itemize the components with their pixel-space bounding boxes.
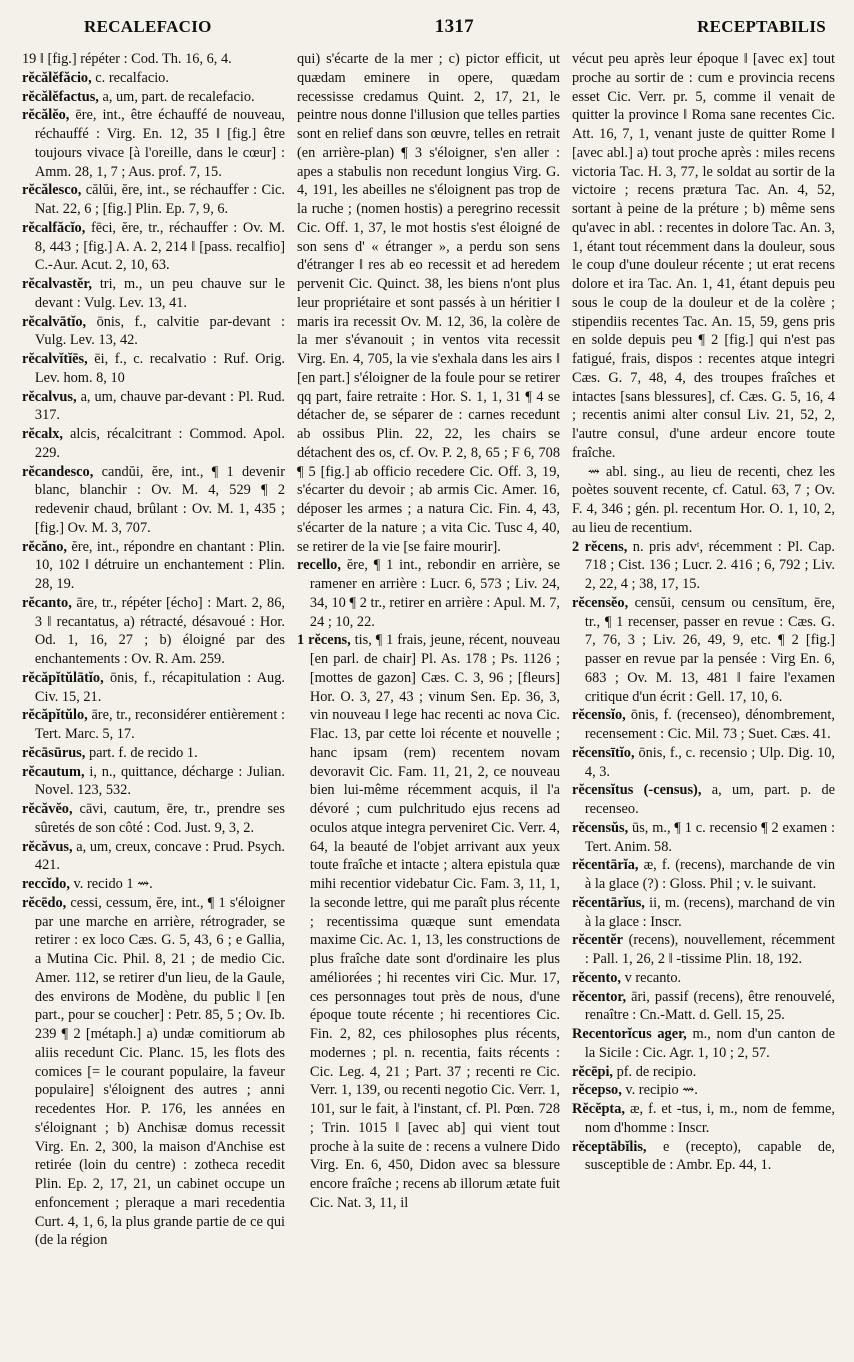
entry-headword: rĕcălĕfăcio, — [22, 69, 92, 86]
entry-definition: ōnis, f., calvitie par-devant : Vulg. Lev. 13, 42. — [34, 313, 285, 349]
entry-definition: æ, f. (recens), marchande de vin à la glace (?) : Gloss. Phil ; v. le suivant. — [584, 857, 835, 892]
entry-headword: rĕcalx, — [22, 426, 64, 442]
entry-definition: vécut peu après leur époque ‖ [avec ex] tout proche au sortir de : cum e provincia recens esset Cic. Verr. pr. 5, comme il venait de quitter la province ‖ Roma sane recentes Cic. Att. 16, 7, 1, venant juste de quitter Rome ‖ [avec abl.] a) tout proche après : miles recens victoria Tac. H. 3, 77, le soldat au sortir de la victoire ; recens prætura Tac. An. 4, 52, sortant à peine de la préture ; b) même sens qu'avec in abl. : recentes in dolore Tac. An. 3, 1, étant tout récemment dans la douleur, sous le coup d'une douleur récente ; ut erat recens dolore et ira Tac. An. 1, 41, étant depuis peu sous le coup de la douleur et de la colère ; stipendiis recentes Tac. An. 15, 59, gens pris en solde depuis peu ¶ 2 [fig.] qui n'est pas fatigué, frais, dispos : recentes atque integri Cæs. G. 7, 48, 4, des troupes fraîches et intactes [sans blessures], cf. Cæs. G. 5, 16, 4 ; recentis animi alter consul Liv. 21, 52, 2, l'autre consul, d'une ardeur encore toute fraîche. — [572, 51, 835, 461]
header-left-word: RECALEFACIO — [84, 17, 212, 36]
dictionary-entry — [297, 50, 560, 556]
entry-definition: m., nom d'un canton de la Sicile : Cic. Agr. 1, 10 ; 2, 57. — [584, 1026, 836, 1061]
entry-headword: rĕcentārĭus, — [572, 894, 645, 911]
entry-definition: ⇝ abl. sing., au lieu de recenti, chez les poètes souvent recente, cf. Catul. 63, 7 ; Ov. F. 4, 346 ; gén. pl. recentum Hor. O. 1, 10, 2, au lieu de recentium. — [572, 463, 835, 536]
entry-headword: rĕcentor, — [572, 988, 627, 1005]
entry-definition: a, um, creux, concave : Prud. Psych. 421. — [34, 838, 285, 874]
entry-definition: æ, f. et -tus, i, m., nom de femme, nom d'homme : Inscr. — [584, 1101, 835, 1136]
entry-headword: rĕcăpĭtŭlātĭo, — [22, 669, 104, 686]
entry-definition: qui) s'écarte de la mer ; c) pictor efficit, ut quædam eminere in opere, quædam recessisse credamus Quint. 2, 17, 21, le peintre nous donne l'illusion que telles parties sont en relief dans son œuvre, telles en retrait (en arrière-plan) ¶ 3 s'éloigner, s'en aller : apes a stabulis non recedunt longius Virg. G. 4, 191, les abeilles ne s'éloignent pas trop de la ruche ; (nomen hostis) a peregrino recessit Cic. Off. 1, 37, le mot hostis s'est éloigné de son sens d' « étranger », a perdu son sens d'étranger ‖ res ab eo recessit et ad heredem pervenit Cic. Quinct. 38, les biens n'ont plus leur propriétaire et sont passés à un héritier ‖ maris ira recessit Ov. M. 12, 36, la colère de la mer s'évanouit ; in ventos vita recessit Virg. En. 4, 705, la vie s'exhala dans les airs ‖ [en part.] s'éloigner de la foule pour se retirer qq part, faire retraite : Hor. S. 1, 1, 31 ¶ 4 se détacher de, se séparer de : carnes recedunt ab ossibus Plin. 22, 22, les chairs se détachent des os, cf. Ov. P. 2, 8, 65 ; F 6, 708 ¶ 5 [fig.] ab officio recedere Cic. Off. 3, 19, s'écarter du devoir ; ab armis Cic. Amer. 16, déposer les armes ; a natura Cic. Fin. 4, 43, s'écarter de la nature ; a vita Cic. Tusc 4, 40, se retirer de la vie [se faire mourir]. — [297, 51, 560, 555]
dictionary-entry — [22, 894, 285, 1250]
entry-definition: fēci, ĕre, tr., réchauffer : Ov. M. 8, 443 ; [fig.] A. A. 2, 214 ‖ [pass. recalfio] C.-Aur. Acut. 2, 10, 63. — [34, 219, 286, 274]
dictionary-entry — [22, 106, 285, 181]
dictionary-entry — [572, 856, 835, 894]
page-number: 1317 — [434, 16, 474, 37]
entry-headword: rĕcăno, — [22, 538, 68, 555]
dictionary-entry — [572, 1063, 835, 1082]
entry-definition: n. pris advᵗ, récemment : Pl. Cap. 718 ; Cist. 136 ; Lucr. 2. 416 ; 6, 792 ; Liv. 2, 22, 4 ; 38, 17, 15. — [584, 538, 835, 592]
entry-headword: rĕcalvastĕr, — [22, 276, 92, 292]
entry-headword: rĕcēdo, — [22, 894, 67, 911]
entry-definition: ēi, f., c. recalvatio : Ruf. Orig. Lev. hom. 8, 10 — [34, 351, 285, 386]
entry-definition: censŭi, censum ou censītum, ēre, tr., ¶ 1 recenser, passer en revue : Cæs. G. 7, 76, 3 ; Liv. 26, 49, 9, etc. ¶ 2 [fig.] passer en revue par la pensée : Virg En. 6, 683 ; Ov. M. 13, 481 ‖ faire l'examen critique d'un écrit : Gell. 17, 10, 6. — [584, 594, 836, 705]
dictionary-entry — [22, 800, 285, 838]
entry-headword: Recentorĭcus ager, — [572, 1026, 687, 1042]
entry-headword: recello, — [297, 557, 341, 574]
entry-definition: a, um, part. de recalefacio. — [102, 88, 255, 105]
dictionary-entry — [572, 594, 835, 707]
dictionary-entry — [22, 763, 285, 801]
dictionary-entry — [22, 350, 285, 388]
dictionary-entry — [22, 275, 285, 313]
dictionary-entry — [22, 313, 285, 351]
header-right-word: RECEPTABILIS — [697, 17, 826, 36]
dictionary-entry — [572, 894, 835, 932]
dictionary-entry — [22, 88, 285, 107]
entry-headword: rĕcălesco, — [22, 182, 82, 199]
entry-headword: rĕcēpi, — [572, 1063, 614, 1080]
entry-definition: candŭi, ĕre, int., ¶ 1 devenir blanc, blanchir : Ov. M. 4, 529 ¶ 2 redevenir chaud, brûlant : Ov. M. 1, 435 ; [fig.] Ov. M. 3, 707. — [34, 463, 285, 536]
entry-definition: āre, tr., reconsidérer entièrement : Tert. Marc. 5, 17. — [34, 707, 285, 742]
entry-definition: v. recipio ⇝. — [625, 1082, 698, 1099]
entry-definition: 19 ‖ [fig.] répéter : Cod. Th. 16, 6, 4. — [22, 51, 232, 67]
column-3 — [572, 50, 835, 1250]
entry-headword: rĕcensŭs, — [572, 819, 629, 836]
entry-headword: rĕcensītĭo, — [572, 744, 635, 761]
entry-headword: rĕcensĕo, — [572, 594, 629, 611]
dictionary-entry — [572, 1100, 835, 1138]
entry-definition: ĕre, int., répondre en chantant : Plin. 10, 102 ‖ détruire un enchantement : Plin. 28, 19. — [34, 538, 285, 592]
entry-definition: v recanto. — [624, 969, 682, 986]
entry-definition: āri, passif (recens), être renouvelé, renaître : Cn.-Matt. d. Gell. 15, 25. — [584, 988, 835, 1024]
entry-headword: rĕcentĕr — [572, 932, 623, 949]
dictionary-entry — [22, 875, 285, 894]
entry-headword: rĕcăvĕo, — [22, 801, 73, 817]
entry-headword: rĕceptābĭlis, — [572, 1138, 647, 1155]
entry-headword: rĕcalfăcĭo, — [22, 219, 86, 236]
entry-headword: rĕcāsūrus, — [22, 744, 86, 761]
entry-definition: ii, m. (recens), marchand de vin à la glace : Inscr. — [584, 894, 835, 930]
entry-headword: rĕcălĕfactus, — [22, 88, 99, 105]
dictionary-entry — [572, 706, 835, 744]
entry-headword: rĕcălĕo, — [22, 107, 70, 124]
dictionary-entry — [297, 556, 560, 631]
dictionary-entry — [22, 744, 285, 763]
entry-definition: (recens), nouvellement, récemment : Pall. 1, 26, 2 ‖ -tissime Plin. 18, 192. — [584, 932, 835, 967]
entry-headword: 2 rĕcens, — [572, 538, 628, 555]
dictionary-entry — [22, 388, 285, 426]
entry-headword: rĕcensĭtus (-census), — [572, 782, 702, 799]
dictionary-entry — [572, 463, 835, 538]
entry-definition: cāvi, cautum, ēre, tr., prendre ses sûretés de son côté : Cod. Just. 9, 3, 2. — [34, 801, 286, 836]
entry-headword: Rĕcĕpta, — [572, 1101, 625, 1117]
entry-headword: rĕcentārĭa, — [572, 857, 639, 874]
dictionary-entry — [572, 744, 835, 782]
text-columns — [22, 50, 840, 1250]
dictionary-entry — [22, 50, 285, 69]
dictionary-entry — [297, 631, 560, 1212]
entry-definition: part. f. de recido 1. — [88, 744, 198, 761]
entry-definition: pf. de recipio. — [616, 1063, 697, 1080]
entry-headword: rĕcautum, — [22, 763, 85, 780]
dictionary-entry — [22, 706, 285, 744]
entry-definition: v. recido 1 ⇝. — [73, 876, 153, 892]
dictionary-entry — [572, 819, 835, 857]
entry-headword: rĕcepso, — [572, 1082, 622, 1099]
dictionary-entry — [572, 988, 835, 1026]
dictionary-entry — [22, 669, 285, 707]
entry-headword: rĕcalvĭtĭēs, — [22, 351, 88, 367]
entry-headword: rĕcalvātĭo, — [22, 313, 87, 330]
entry-definition: alcis, récalcitrant : Commod. Apol. 229. — [34, 426, 285, 461]
entry-definition: ōnis, f. (recenseo), dénombrement, recensement : Cic. Mil. 73 ; Suet. Cæs. 41. — [584, 707, 835, 742]
dictionary-entry — [572, 1081, 835, 1100]
column-2 — [297, 50, 560, 1250]
dictionary-entry — [572, 969, 835, 988]
dictionary-entry — [572, 781, 835, 819]
dictionary-entry — [22, 463, 285, 538]
entry-headword: rĕcento, — [572, 969, 621, 986]
entry-headword: rĕcăvus, — [22, 838, 73, 855]
dictionary-entry — [22, 219, 285, 275]
entry-headword: rĕcanto, — [22, 594, 72, 611]
entry-definition: a, um, part. p. de recenseo. — [584, 782, 835, 817]
entry-definition: e (recepto), capable de, susceptible de : Ambr. Ep. 44, 1. — [584, 1138, 835, 1174]
dictionary-entry — [22, 69, 285, 88]
entry-definition: āre, tr., répéter [écho] : Mart. 2, 86, 3 ‖ recantatus, a) rétracté, désavoué : Hor. Od. 1, 16, 27 ; b) éloigné par des enchantements : Ov. R. Am. 259. — [34, 594, 285, 667]
dictionary-entry — [22, 181, 285, 219]
dictionary-entry — [22, 425, 285, 463]
dictionary-entry — [22, 838, 285, 876]
dictionary-entry — [572, 1025, 835, 1063]
dictionary-entry — [22, 594, 285, 669]
entry-headword: reccĭdo, — [22, 876, 70, 892]
column-1 — [22, 50, 285, 1250]
entry-definition: tis, ¶ 1 frais, jeune, récent, nouveau [en parl. de chair] Pl. As. 178 ; Ps. 1126 ; [mottes de gazon] Cæs. C. 3, 96 ; [fleurs] Hor. O. 3, 27, 43 ; vinum Sen. Ep. 36, 3, vin nouveau ‖ lege hac recenti ac nova Cic. Flac. 13, par cette loi récente et nouvelle ; hanc ipsam (rem) recentem novam devoravit Cic. Fam. 11, 21, 2, ce nouveau bien lui-même récemment acquis, il l'a dévoré ; cum pulchritudo ejus recens ad oculos atque integra perveniret Cic. Verr. 4, 64, la beauté de l'objet arrivant aux yeux toute fraîche et intacte ; altera epistula quæ mihi recentior videbatur Cic. Fam. 3, 11, 1, la seconde lettre, qui me paraît plus récente ; recentissima quæque sunt emendata maxime Cic. Ac. 1, 13, les constructions de plus fraîche date sont d'ordinaire les plus améliorées ; hi recentes viri Cic. Mur. 17, ces personnages tout près de nous, d'une époque toute récente ; hi recentiores Cic. Fin. 2, 82, ces philosophes plus récents, modernes ; pl. n. recentia, faits récents : Cic. Leg. 4, 21 ; Part. 37 ; recenti re Cic. Verr. 1, 139, ou recenti negotio Cic. Verr. 1, 101, sur le fait, à l'instant, cf. Pl. Pœn. 728 ; Trin. 1015 ‖ [avec ab] qui vient tout proche à la suite de : recens a vulnere Dido Virg. En. 6, 450, Didon avec sa blessure encore fraîche ; recens ab illorum ætate fuit Cic. Nat. 3, 11, il — [309, 632, 560, 1211]
entry-headword: rĕcensĭo, — [572, 707, 626, 724]
entry-definition: ūs, m., ¶ 1 c. recensio ¶ 2 examen : Tert. Anim. 58. — [584, 819, 835, 855]
entry-definition: tri, m., un peu chauve sur le devant : Vulg. Lev. 13, 41. — [34, 276, 286, 311]
entry-headword: rĕcăpĭtŭlo, — [22, 707, 88, 724]
entry-headword: rĕcalvus, — [22, 388, 77, 405]
entry-headword: rĕcandesco, — [22, 463, 94, 480]
dictionary-entry — [22, 538, 285, 594]
entry-definition: ōnis, f., récapitulation : Aug. Civ. 15, 21. — [34, 669, 285, 705]
entry-definition: a, um, chauve par-devant : Pl. Rud. 317. — [34, 388, 285, 424]
dictionary-entry — [572, 50, 835, 463]
entry-definition: c. recalfacio. — [95, 69, 169, 86]
dictionary-entry — [572, 931, 835, 969]
entry-definition: ĕre, ¶ 1 int., rebondir en arrière, se ramener en arrière : Lucr. 6, 573 ; Liv. 24, 34, 10 ¶ 2 tr., retirer en arrière : Apul. M. 7, 24 ; 10, 22. — [309, 557, 561, 630]
dictionary-entry — [572, 538, 835, 594]
entry-definition: i, n., quittance, décharge : Julian. Novel. 123, 532. — [34, 763, 285, 799]
dictionary-entry — [572, 1138, 835, 1176]
entry-definition: călŭi, ĕre, int., se réchauffer : Cic. Nat. 22, 6 ; [fig.] Plin. Ep. 7, 9, 6. — [34, 182, 285, 217]
entry-definition: ēre, int., être échauffé de nouveau, réchauffé : Virg. En. 12, 35 ‖ [fig.] être toujours vivace [à l'oreille, dans le cœur] : Amm. 28, 1, 7 ; Aus. prof. 7, 15. — [34, 107, 285, 180]
entry-definition: ōnis, f., c. recensio ; Ulp. Dig. 10, 4, 3. — [584, 744, 836, 780]
entry-headword: 1 rĕcens, — [297, 632, 351, 649]
running-header — [22, 16, 840, 50]
entry-definition: cessi, cessum, ĕre, int., ¶ 1 s'éloigner par une marche en arrière, rétrograder, se retirer : ex loco Cæs. G. 5, 43, 6 ; e Gallia, a Mutina Cic. Phil. 8, 21 ; de medio Cic. Amer. 112, se retirer d'un lieu, de la Gaule, des environs de Modène, du public ‖ [en part., pour se coucher] : Petr. 85, 5 ; Ov. Ib. 239 ¶ 2 [métaph.] a) undæ comitiorum ab aliis recedunt Cic. Planc. 15, les flots des comices [= le courant populaire, la faveur populaire] s'éloignent des autres ; anni recedentes Hor. P. 176, les années en s'éloignant ; b) Anchisæ domus recessit Virg. En. 2, 300, la maison d'Anchise est retirée (loin du centre) : zotheca recedit Plin. Ep. 2, 17, 21, un cabinet occupe un enfoncement ; pleraque a mari recedentia Curt. 4, 1, 6, la plus grande partie de ce qui (de la région — [34, 894, 285, 1249]
